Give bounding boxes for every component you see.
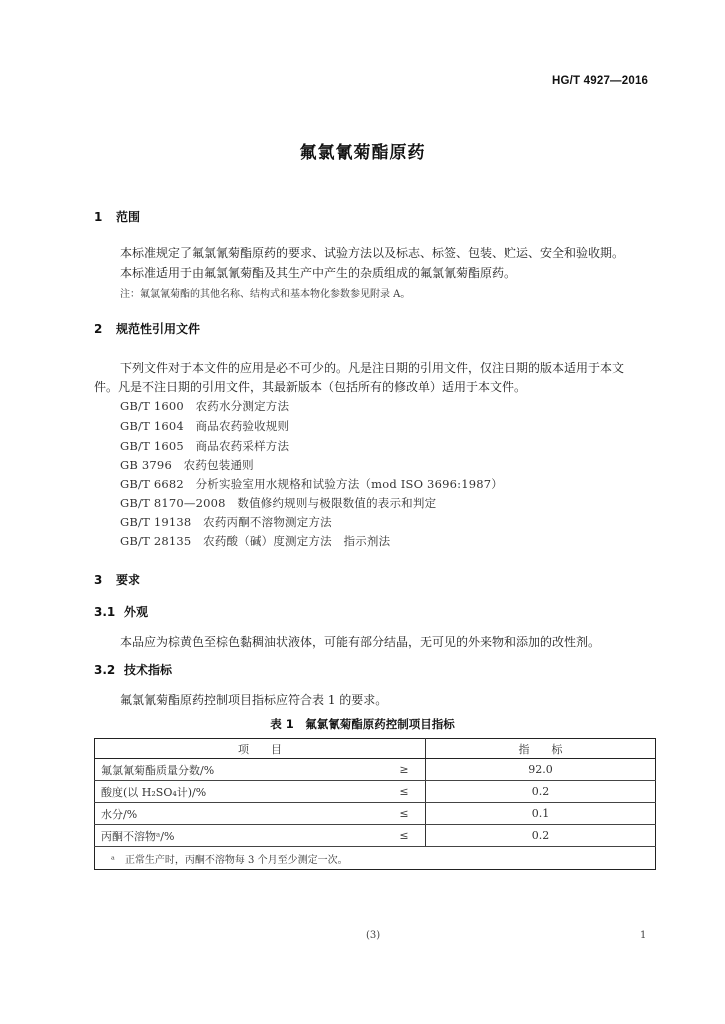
subsection-title: 技术指标	[124, 663, 173, 677]
table-header-row	[95, 739, 656, 759]
subsection-3-1-heading	[94, 603, 148, 620]
reference-item: GB/T 1604 商品农药验收规则	[120, 419, 290, 433]
row-operator: ≤	[383, 781, 426, 803]
row-item: 氟氯氰菊酯质量分数/%	[95, 759, 384, 781]
row-value: 0.2	[426, 781, 656, 803]
spec-table	[94, 738, 656, 870]
section-title: 规范性引用文件	[116, 322, 201, 336]
subsection-3-1-text: 本品应为棕黄色至棕色黏稠油状液体，可能有部分结晶，无可见的外来物和添加的改性剂。	[120, 635, 601, 649]
reference-item: GB/T 8170—2008 数值修约规则与极限数值的表示和判定	[120, 496, 437, 510]
standard-code: HG/T 4927—2016	[552, 75, 649, 87]
subsection-title: 外观	[124, 605, 149, 619]
reference-item: GB/T 1605 商品农药采样方法	[120, 439, 290, 453]
section-1-note: 注：氟氯氰菊酯的其他名称、结构式和基本物化参数参见附录 A。	[120, 289, 411, 300]
section-2-paragraph-line-2: 件。凡是不注日期的引用文件，其最新版本（包括所有的修改单）适用于本文件。	[94, 380, 527, 394]
subsection-3-2-text: 氟氯氰菊酯原药控制项目指标应符合表 1 的要求。	[120, 693, 388, 707]
table-footnote-row	[95, 847, 656, 870]
section-title: 要求	[116, 573, 141, 587]
footer-center-mark: (3)	[366, 930, 381, 941]
row-value: 0.1	[426, 803, 656, 825]
reference-item: GB/T 28135 农药酸（碱）度测定方法 指示剂法	[120, 534, 391, 548]
row-operator: ≥	[383, 759, 426, 781]
column-header-item: 项 目	[95, 739, 426, 759]
subsection-3-2-heading	[94, 661, 172, 678]
reference-item: GB 3796 农药包装通则	[120, 458, 254, 472]
row-operator: ≤	[383, 803, 426, 825]
table-row	[95, 781, 656, 803]
section-number: 1	[94, 210, 103, 224]
section-3-heading	[94, 571, 140, 588]
reference-item: GB/T 19138 农药丙酮不溶物测定方法	[120, 515, 332, 529]
column-header-value: 指 标	[426, 739, 656, 759]
table-caption: 表 1 氟氯氰菊酯原药控制项目指标	[270, 717, 455, 731]
table-row	[95, 759, 656, 781]
reference-item: GB/T 1600 农药水分测定方法	[120, 399, 290, 413]
reference-item: GB/T 6682 分析实验室用水规格和试验方法（mod ISO 3696:1987）	[120, 477, 503, 491]
page-number: 1	[640, 930, 647, 941]
table-footnote: ᵃ 正常生产时，丙酮不溶物每 3 个月至少测定一次。	[111, 854, 348, 866]
subsection-number: 3.2	[94, 663, 116, 677]
section-2-paragraph-line-1: 下列文件对于本文件的应用是必不可少的。凡是注日期的引用文件，仅注日期的版本适用于本文	[120, 361, 625, 375]
section-1-paragraph-1: 本标准规定了氟氯氰菊酯原药的要求、试验方法以及标志、标签、包装、贮运、安全和验收期。	[120, 246, 625, 260]
table-row	[95, 803, 656, 825]
section-number: 3	[94, 573, 103, 587]
row-item: 丙酮不溶物ᵃ/%	[95, 825, 384, 847]
section-number: 2	[94, 322, 103, 336]
row-value: 0.2	[426, 825, 656, 847]
row-value: 92.0	[426, 759, 656, 781]
document-title: 氟氯氰菊酯原药	[299, 143, 426, 163]
row-item: 水分/%	[95, 803, 384, 825]
section-title: 范围	[116, 210, 141, 224]
row-operator: ≤	[383, 825, 426, 847]
row-item: 酸度(以 H₂SO₄计)/%	[95, 781, 384, 803]
subsection-number: 3.1	[94, 605, 116, 619]
section-1-paragraph-2: 本标准适用于由氟氯氰菊酯及其生产中产生的杂质组成的氟氯氰菊酯原药。	[120, 266, 517, 280]
table-row	[95, 825, 656, 847]
section-2-heading	[94, 320, 200, 337]
section-1-heading	[94, 208, 140, 225]
